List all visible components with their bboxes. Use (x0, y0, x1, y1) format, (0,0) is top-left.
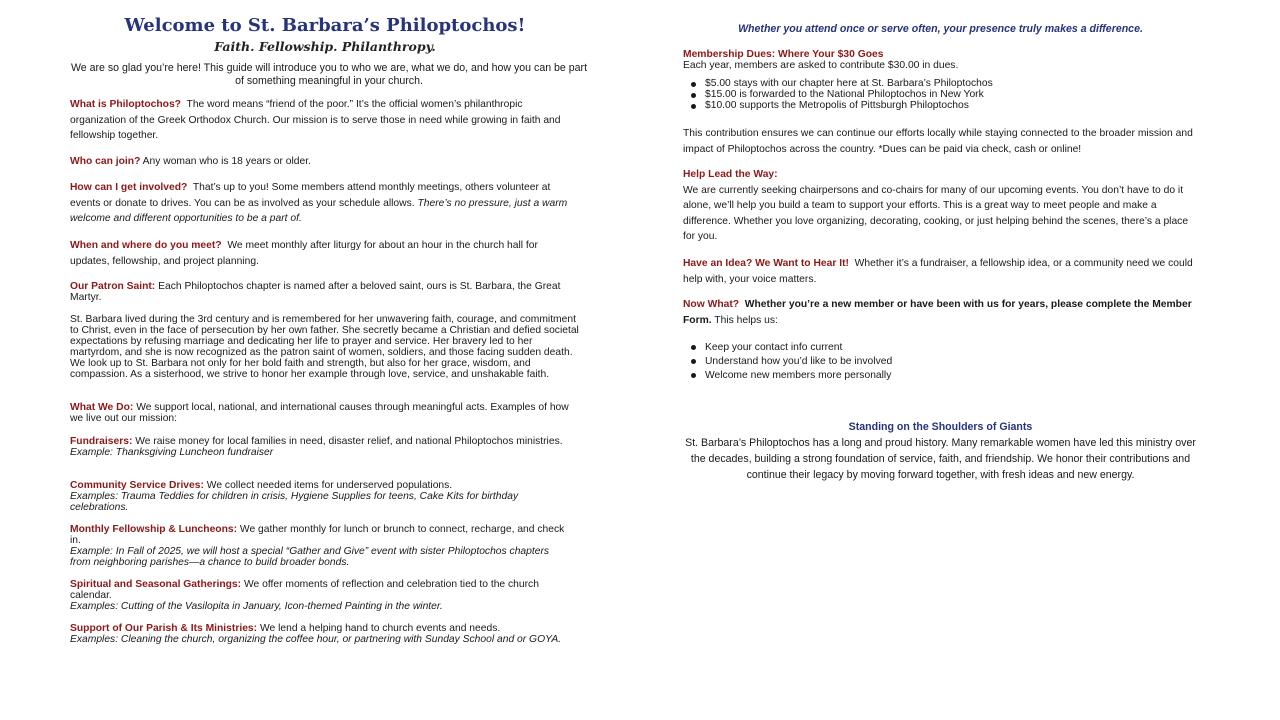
involved-text: That’s up to you! Some members attend monthly meetings, others volunteer at events or donate to drives. You can be as involved as your schedule allows. (70, 182, 551, 209)
lead-text: We are currently seeking chairpersons and co-chairs for many of our upcoming events. You don’t have to do it alone, we’ll help you build a team to support your efforts. This is a great way to meet people and make a difference. Whether you love organizing, decorating, cooking, or just helping behind the scenes, there’s a place for you. (683, 184, 1189, 243)
fundraisers-text: We raise money for local families in need, disaster relief, and national Philoptochos ministries. (135, 436, 563, 447)
now-list (683, 341, 1198, 383)
who-section (70, 154, 580, 170)
support-example: Examples: Cleaning the church, organizing the coffee hour, or partnering with Sunday School and or GOYA. (70, 634, 562, 645)
involved-italic: There’s no pressure, just a warm welcome and different opportunities to be a part of. (70, 197, 568, 225)
spiritual-heading: Spiritual and Seasonal Gatherings: (70, 579, 242, 590)
page-subtitle: Faith. Fellowship. Philanthropy. (214, 39, 436, 54)
saint-story: St. Barbara lived during the 3rd century and is remembered for her unwavering faith, courage, and commitment to Christ, even in the face of persecution by her own father. She secretly became a Christian and defied societal expectations by refusing marriage and dedicating her life to prayer and service. Her bravery led to her martyrdom, and she is now recognized as the patron saint of women, soldiers, and those facing sudden death. We look up to St. Barbara not only for her bold faith and strength, but also for her grace, wisdom, and compassion. As a sisterhood, we strive to honor her example through love, service, and unshakable faith. (70, 314, 579, 380)
fundraisers-heading: Fundraisers: (70, 436, 133, 447)
lead-section (683, 167, 1198, 245)
fundraisers-example: Example: Thanksgiving Luncheon fundraiser (70, 447, 274, 458)
now-text: This helps us: (714, 314, 778, 326)
monthly-example: Example: In Fall of 2025, we will host a special “Gather and Give” event with sister Philoptochos chapters from neighboring parishes—a chance to build broader bonds. (70, 546, 550, 568)
quote-text: Whether you attend once or serve often, your presence truly makes a difference. (738, 23, 1143, 35)
intro-text: We are so glad you’re here! This guide will introduce you to who we are, what we do, and how you can be part of something meaningful in your church. (70, 62, 588, 87)
now-heading: Now What? (683, 299, 740, 310)
list-item: Keep your contact info current (683, 341, 1198, 355)
idea-heading: Have an Idea? We Want to Hear It! (683, 258, 849, 269)
dues-heading: Membership Dues: Where Your $30 Goes (683, 49, 884, 60)
what-we-do-section (70, 402, 580, 424)
idea-text: Whether it’s a fundraiser, a fellowship idea, or a community need we could help with, your voice matters. (683, 258, 1193, 285)
giants-heading: Standing on the Shoulders of Giants (848, 421, 1033, 433)
dues-section (683, 49, 1198, 71)
list-item: Welcome new members more personally (683, 369, 1198, 383)
dues-after-text: This contribution ensures we can continue our efforts locally while staying connected to the broader mission and impact of Philoptochos across the country. *Dues can be paid via check, cash or online! (683, 128, 1193, 155)
support-heading: Support of Our Parish & Its Ministries: (70, 623, 258, 634)
dues-text: Each year, members are asked to contribute $30.00 in dues. (683, 60, 959, 71)
spiritual-text: We offer moments of reflection and celebration tied to the church calendar. (70, 579, 539, 601)
fundraisers-section (70, 436, 570, 458)
list-item: $5.00 stays with our chapter here at St. Barbara’s Philoptochos (683, 78, 1198, 89)
spiritual-example: Examples: Cutting of the Vasilopita in January, Icon-themed Painting in the winter. (70, 601, 443, 612)
support-text: We lend a helping hand to church events and needs. (259, 623, 501, 634)
what-is-heading: What is Philoptochos? (70, 99, 181, 110)
spiritual-section (70, 579, 570, 612)
who-text: Any woman who is 18 years or older. (142, 156, 311, 167)
idea-section (683, 256, 1198, 287)
who-heading: Who can join? (70, 156, 141, 167)
community-example: Examples: Trauma Teddies for children in crisis, Hygiene Supplies for teens, Cake Kits for birthday celebrations. (70, 491, 519, 513)
lead-heading: Help Lead the Way: (683, 169, 778, 180)
page-title: Welcome to St. Barbara’s Philoptochos! (124, 15, 526, 36)
community-heading: Community Service Drives: (70, 480, 204, 491)
now-bold-text: Whether you’re a new member or have been with us for years, please complete the Member Form. (683, 299, 1192, 326)
saint-heading: Our Patron Saint: (70, 281, 156, 292)
community-section (70, 480, 570, 513)
list-item: $10.00 supports the Metropolis of Pittsburgh Philoptochos (683, 100, 1198, 111)
what-is-section (70, 97, 580, 144)
saint-text: Each Philoptochos chapter is named after a beloved saint, ours is St. Barbara, the Great Martyr. (70, 281, 561, 303)
monthly-section (70, 524, 570, 568)
dues-list (683, 78, 1198, 111)
now-section (683, 297, 1198, 328)
monthly-text: We gather monthly for lunch or brunch to connect, recharge, and check in. (70, 524, 565, 546)
what-we-do-text: We support local, national, and international causes through meaningful acts. Examples of how we live out our mission: (70, 402, 569, 424)
community-text: We collect needed items for underserved populations. (206, 480, 453, 491)
support-section (70, 623, 570, 645)
what-we-do-heading: What We Do: (70, 402, 134, 413)
meet-section (70, 238, 580, 269)
involved-heading: How can I get involved? (70, 182, 188, 193)
list-item: Understand how you’d like to be involved (683, 355, 1198, 369)
involved-section (70, 180, 582, 227)
list-item: $15.00 is forwarded to the National Philoptochos in New York (683, 89, 1198, 100)
giants-text: St. Barbara’s Philoptochos has a long and proud history. Many remarkable women have led this ministry over the decades, building a strong foundation of service, faith, and friendship. We honor their contributions and continue their legacy by moving forward together, with fresh ideas and new energy. (685, 437, 1196, 481)
what-is-text: The word means “friend of the poor.” It’s the official women’s philanthropic organization of the Greek Orthodox Church. Our mission is to serve those in need while growing in faith and fellowship together. (70, 99, 561, 142)
saint-section (70, 281, 570, 303)
monthly-heading: Monthly Fellowship & Luncheons: (70, 524, 238, 535)
meet-heading: When and where do you meet? (70, 240, 222, 251)
meet-text: We meet monthly after liturgy for about an hour in the church hall for updates, fellowship, and project planning. (70, 240, 538, 267)
